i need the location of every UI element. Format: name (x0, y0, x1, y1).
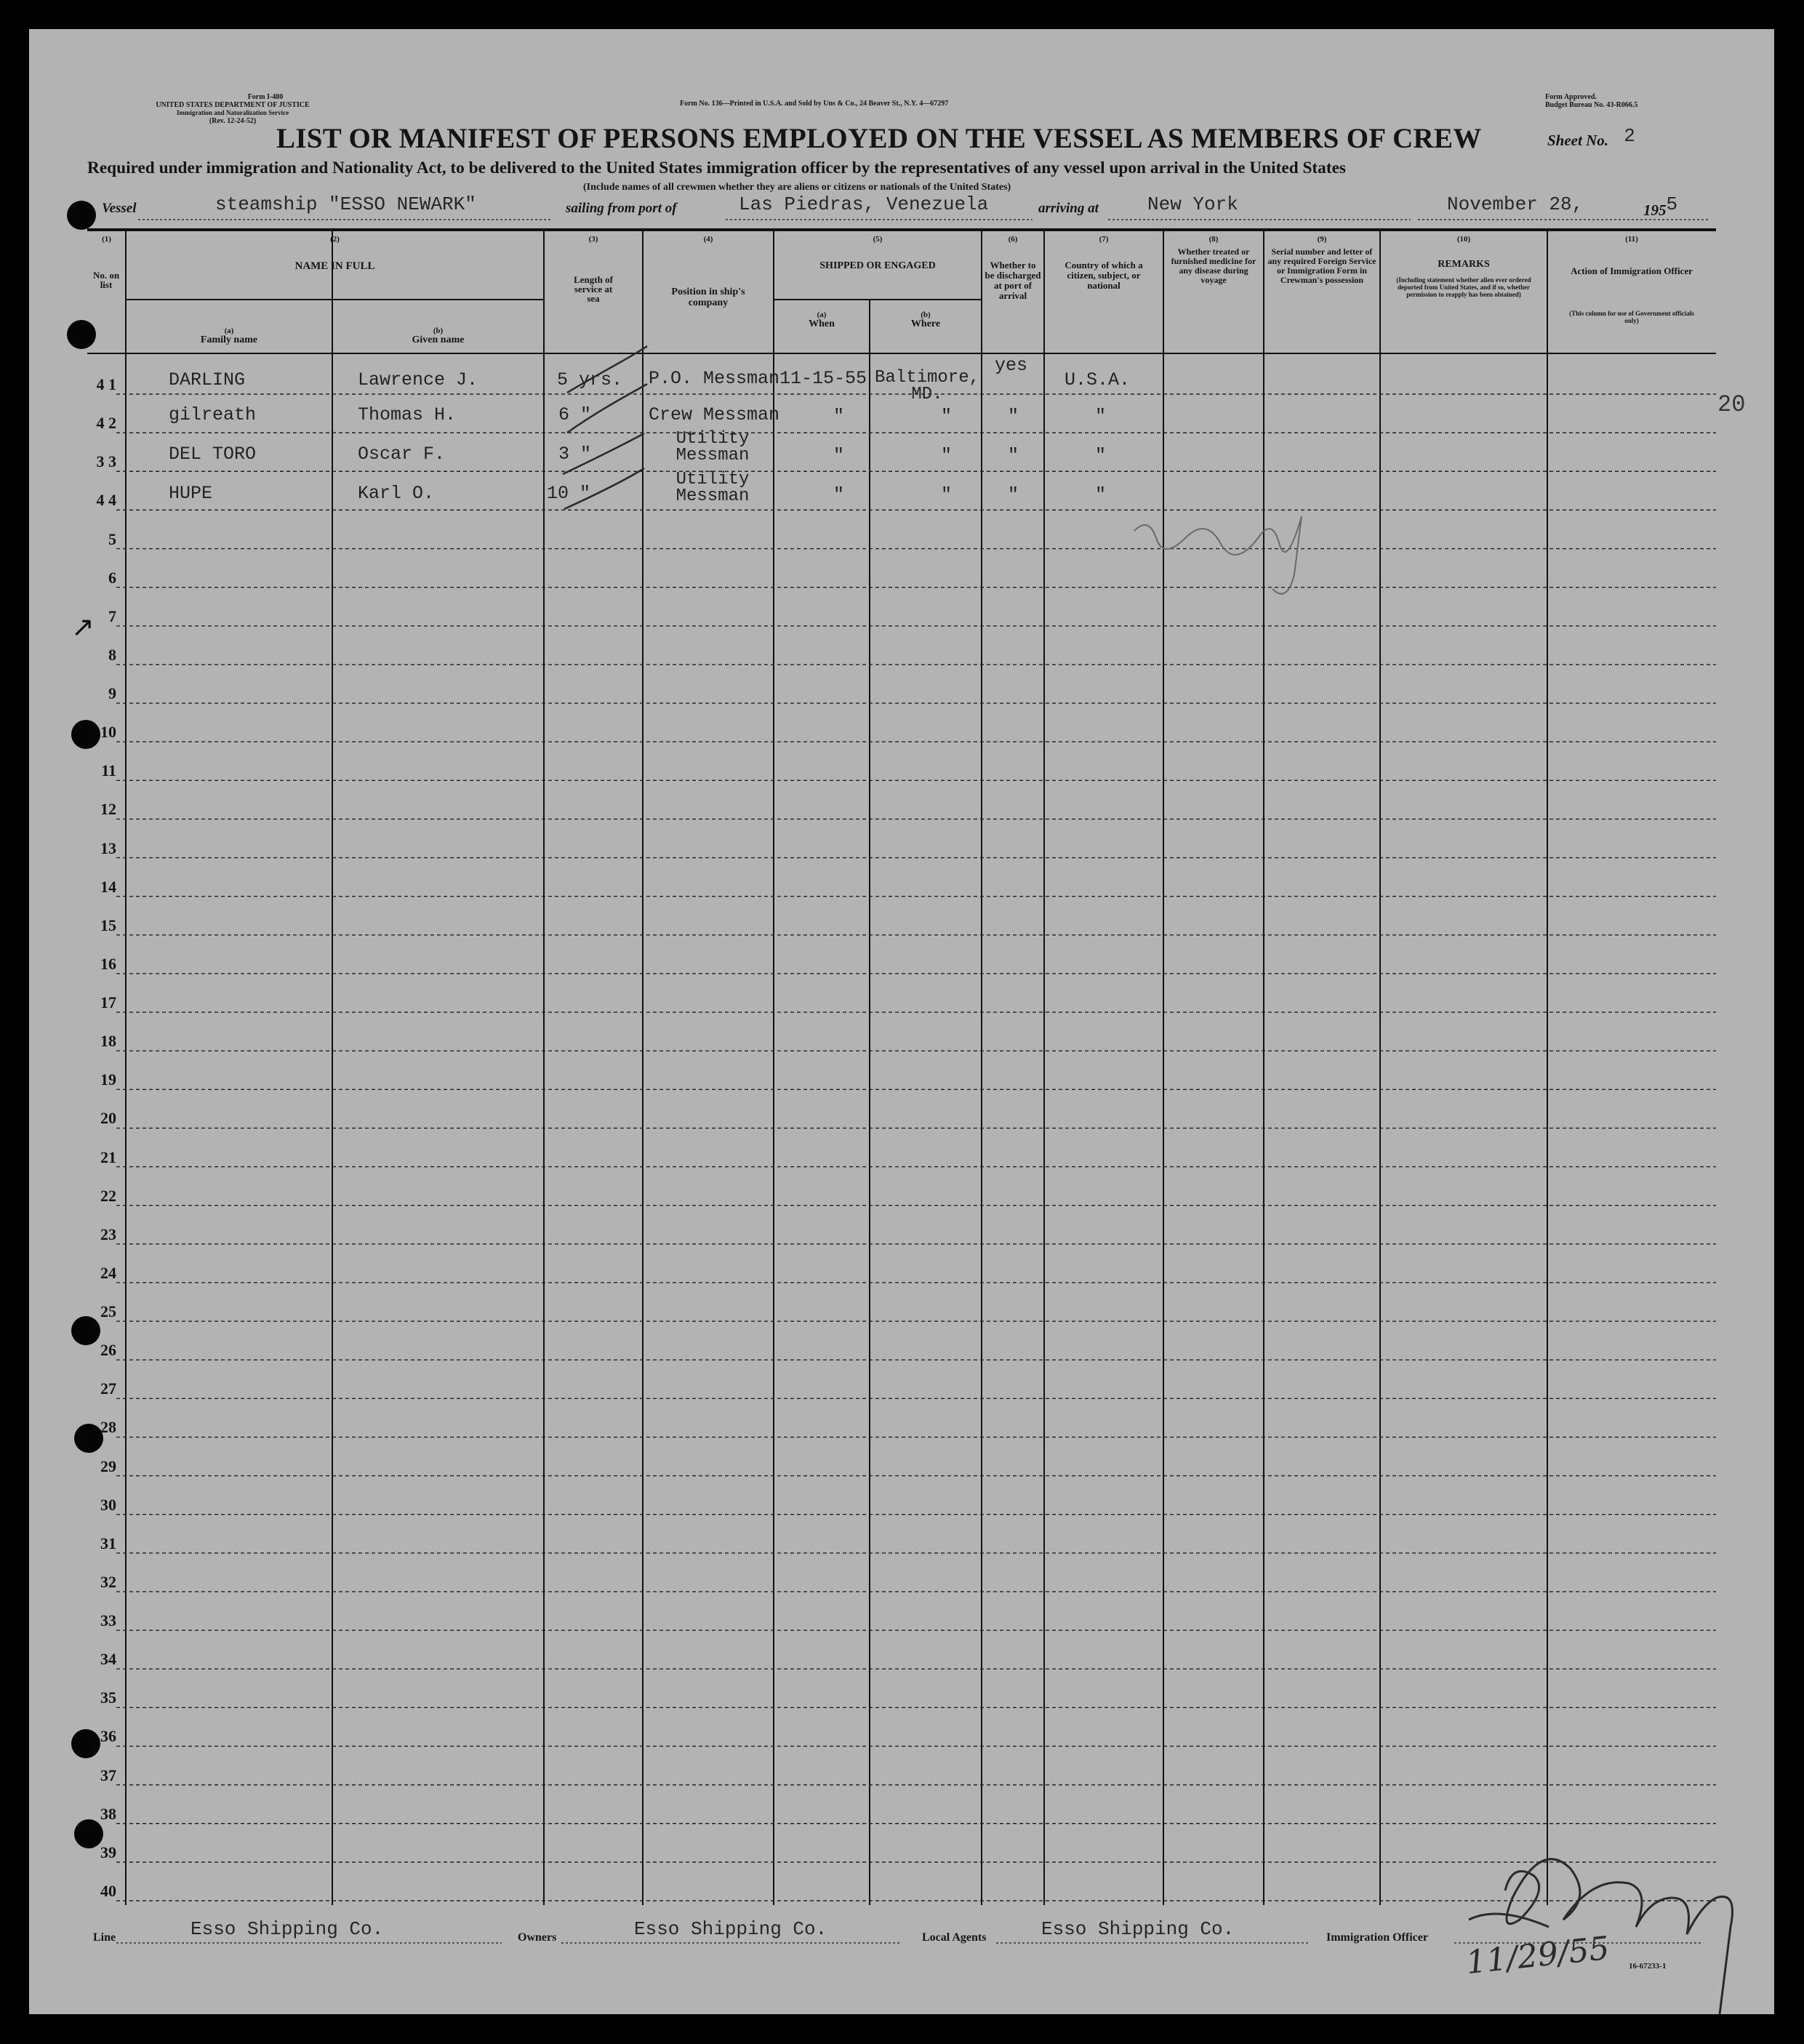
margin-note: 20 (1717, 391, 1746, 418)
row-number: 4 4 (96, 491, 116, 510)
crew-1-when: 11-15-55 (779, 368, 867, 389)
crew-2-family: gilreath (169, 404, 257, 425)
owners-label: Owners (518, 1931, 557, 1944)
crew-4-family: HUPE (169, 483, 213, 504)
row-number: 20 (100, 1109, 116, 1128)
crew-1-service: 5 yrs. (557, 369, 623, 390)
row-number: 3 3 (96, 452, 116, 471)
row-number: 8 (108, 645, 116, 664)
crew-3-country: " (1095, 445, 1107, 466)
row-number: 29 (100, 1456, 116, 1475)
row-number: 34 (100, 1650, 116, 1669)
arrow-mark-icon: ↗ (71, 612, 95, 643)
crew-3-given: Oscar F. (358, 444, 446, 465)
row-number: 25 (100, 1302, 116, 1321)
row-number: 27 (100, 1379, 116, 1398)
service: Immigration and Naturalization Service (176, 109, 289, 116)
sheet-label: Sheet No. (1547, 132, 1608, 149)
budget-bureau: Budget Bureau No. 43-R066.5 (1545, 101, 1638, 109)
crew-4-service: 10 " (547, 483, 591, 504)
crew-4-country: " (1095, 484, 1107, 505)
col11-note: (This column for use of Government officials only) (1569, 310, 1694, 324)
row-number: 12 (100, 800, 116, 819)
row-number: 19 (100, 1070, 116, 1089)
department: UNITED STATES DEPARTMENT OF JUSTICE (156, 101, 310, 109)
crew-1-where: Baltimore, MD. (874, 368, 980, 404)
date-value: November 28, (1447, 193, 1584, 215)
row-number: 33 (100, 1611, 116, 1630)
crew-1-position: P.O. Messman (649, 368, 780, 389)
form-code: 16-67233-1 (1629, 1962, 1667, 1971)
col1-number: (1) (102, 235, 111, 244)
col2b-header: Given name (412, 334, 465, 345)
crew-3-position: Utility Messman (676, 429, 750, 465)
col3-number: (3) (588, 235, 598, 244)
sheet-value: 2 (1624, 125, 1635, 147)
col10-note: (Including statement whether alien ever ordered deported from United States, and if so, whether permission to reapply has been obtained) (1396, 276, 1531, 298)
row-number: 26 (100, 1341, 116, 1360)
crew-1-discharged: yes (995, 355, 1028, 376)
col1-header: No. on list (92, 270, 120, 290)
arriving-value: New York (1147, 193, 1238, 215)
row-number: 15 (100, 915, 116, 934)
col2b-number: (b) (433, 326, 444, 335)
col9-header: Serial number and letter of any required Foreign Service or Immigration Form in Crewman's possession (1267, 247, 1376, 285)
col10-header: REMARKS (1438, 259, 1490, 270)
crew-2-service: 6 " (558, 404, 592, 425)
row-number: 13 (100, 838, 116, 857)
crew-2-where: " (941, 406, 953, 427)
row-number: 30 (100, 1495, 116, 1514)
col9-number: (9) (1317, 235, 1327, 244)
row-number: 7 (108, 606, 116, 625)
col5-number: (5) (873, 235, 883, 244)
col5b-number: (b) (921, 310, 931, 319)
crew-3-discharged: " (1008, 445, 1019, 466)
col7-number: (7) (1099, 235, 1109, 244)
crew-2-position: Crew Messman (649, 404, 780, 425)
row-number: 36 (100, 1727, 116, 1746)
crew-2-discharged: " (1008, 406, 1019, 427)
col5a-header: When (809, 318, 835, 329)
col11-number: (11) (1625, 235, 1638, 244)
crew-4-where: " (941, 484, 953, 505)
row-number: 16 (100, 954, 116, 973)
row-number: 31 (100, 1534, 116, 1552)
row-number: 14 (100, 877, 116, 896)
crew-3-when: " (833, 445, 845, 466)
vessel-value: steamship "ESSO NEWARK" (215, 193, 476, 215)
col4-header: Position in ship's company (671, 286, 745, 308)
row-number: 38 (100, 1804, 116, 1823)
line-label: Line (93, 1931, 116, 1944)
row-number: 4 2 (96, 414, 116, 433)
crew-1-country: U.S.A. (1065, 369, 1131, 390)
col2-number: (2) (330, 235, 340, 244)
col2a-number: (a) (224, 326, 234, 335)
vessel-label: Vessel (102, 201, 137, 216)
crew-3-family: DEL TORO (169, 444, 257, 465)
row-number: 37 (100, 1766, 116, 1784)
crew-3-service: 3 " (558, 444, 592, 465)
sailing-label: sailing from port of (566, 201, 677, 216)
row-number: 9 (108, 684, 116, 703)
row-number: 39 (100, 1843, 116, 1861)
agents-label: Local Agents (922, 1931, 987, 1944)
row-number: 32 (100, 1572, 116, 1591)
sailing-value: Las Piedras, Venezuela (739, 193, 989, 215)
col11-header: Action of Immigration Officer (1571, 265, 1693, 276)
owners-value: Esso Shipping Co. (634, 1918, 827, 1940)
row-number: 10 (100, 723, 116, 742)
row-number: 22 (100, 1186, 116, 1205)
year-suffix: 5 (1666, 193, 1678, 215)
row-number: 11 (101, 761, 116, 780)
year-prefix: 195 (1643, 201, 1667, 219)
crew-2-when: " (833, 406, 845, 427)
row-number: 4 1 (96, 375, 116, 393)
agents-value: Esso Shipping Co. (1041, 1918, 1235, 1940)
col5-header: SHIPPED OR ENGAGED (819, 260, 936, 271)
handwritten-date: 11/29/55 (1464, 1929, 1611, 1982)
form-number: Form I-480 (247, 93, 284, 101)
row-number: 40 (100, 1882, 116, 1900)
form-approved: Form Approved. (1545, 93, 1597, 101)
line-value: Esso Shipping Co. (191, 1918, 384, 1940)
row-number: 18 (100, 1032, 116, 1051)
arriving-label: arriving at (1038, 201, 1099, 216)
row-number: 5 (108, 529, 116, 548)
crew-2-given: Thomas H. (358, 404, 457, 425)
col10-number: (10) (1456, 235, 1471, 244)
crew-4-position: Utility Messman (676, 470, 750, 506)
crew-4-given: Karl O. (358, 483, 435, 504)
crew-2-country: " (1095, 406, 1107, 427)
crew-1-given: Lawrence J. (358, 369, 478, 390)
row-number: 6 (108, 568, 116, 587)
subtitle: Required under immigration and Nationality Act, to be delivered to the United States immigration officer by the representatives of any vessel upon arrival in the United States (87, 159, 1346, 177)
row-number: 23 (100, 1225, 116, 1243)
col8-header: Whether treated or furnished medicine for any disease during voyage (1171, 247, 1256, 285)
col5b-header: Where (910, 318, 941, 329)
row-number: 17 (100, 993, 116, 1012)
col2a-header: Family name (200, 334, 258, 345)
col2-header: NAME IN FULL (294, 260, 375, 272)
row-number: 28 (100, 1418, 116, 1437)
col4-number: (4) (703, 235, 713, 244)
row-number: 21 (100, 1147, 116, 1166)
revision: (Rev. 12-24-52) (209, 117, 257, 125)
crew-4-when: " (833, 484, 845, 505)
col6-header: Whether to be discharged at port of arrival (985, 260, 1041, 301)
page-title: LIST OR MANIFEST OF PERSONS EMPLOYED ON THE VESSEL AS MEMBERS OF CREW (276, 123, 1482, 154)
row-number: 35 (100, 1688, 116, 1707)
col3-header: Length of service at sea (574, 274, 613, 304)
crew-1-family: DARLING (169, 369, 246, 390)
printer-line: Form No. 136—Printed in U.S.A. and Sold by Uns & Co., 24 Beaver St., N.Y. 4—67297 (680, 100, 949, 108)
crew-3-where: " (941, 445, 953, 466)
officer-label: Immigration Officer (1326, 1931, 1428, 1944)
manifest-sheet (29, 29, 1774, 2014)
col8-number: (8) (1208, 235, 1219, 244)
col5a-number: (a) (817, 310, 827, 319)
crew-4-discharged: " (1008, 484, 1019, 505)
row-number: 24 (100, 1263, 116, 1282)
include-note: (Include names of all crewmen whether they are aliens or citizens or nationals of the United States) (583, 182, 1011, 193)
col7-header: Country of which a citizen, subject, or national (1065, 260, 1143, 291)
col6-number: (6) (1008, 235, 1018, 244)
